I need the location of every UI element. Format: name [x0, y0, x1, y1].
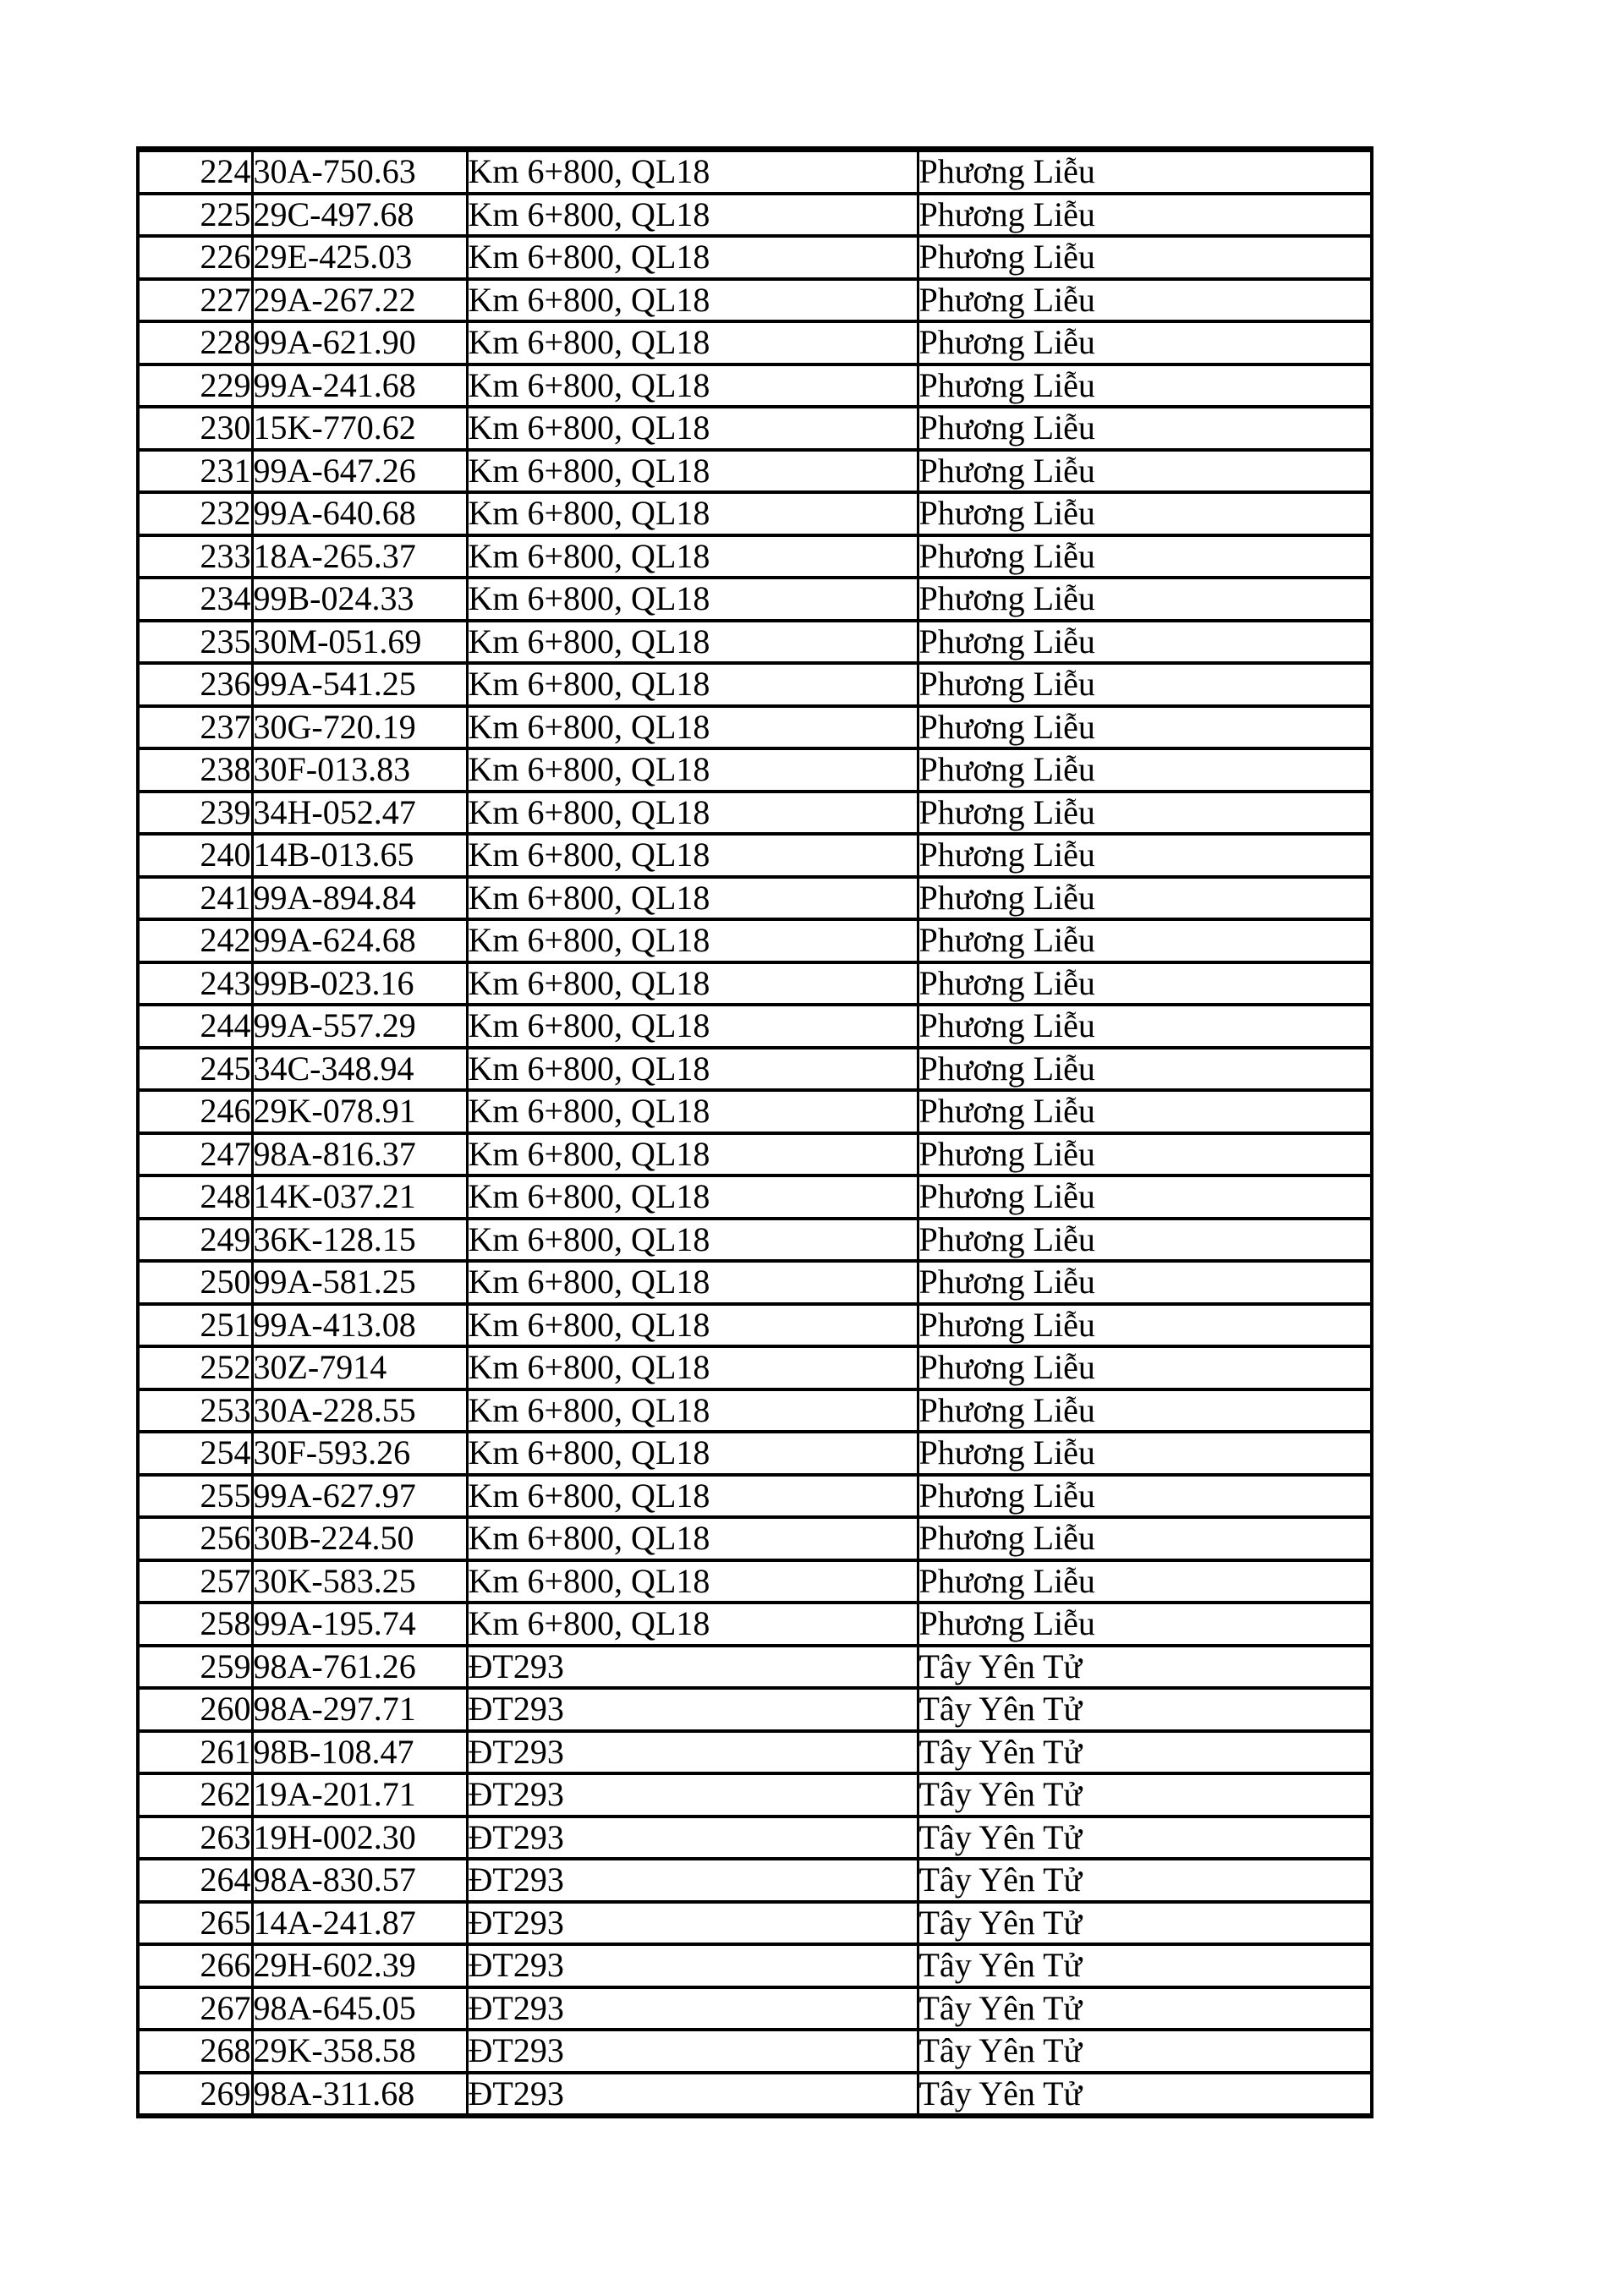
- plate-cell: 34C-348.94: [252, 1048, 467, 1091]
- plate-cell: 99A-557.29: [252, 1005, 467, 1048]
- station-cell: Tây Yên Tử: [918, 2030, 1372, 2073]
- location-cell: Km 6+800, QL18: [467, 877, 918, 920]
- plate-cell: 14A-241.87: [252, 1902, 467, 1945]
- table-row: [138, 1389, 1372, 1433]
- row-number-cell: 264: [138, 1859, 252, 1902]
- row-number-cell: 238: [138, 748, 252, 792]
- plate-cell: 30G-720.19: [252, 706, 467, 749]
- table-row: [138, 834, 1372, 877]
- table-row: [138, 877, 1372, 920]
- plate-cell: 98A-645.05: [252, 1987, 467, 2030]
- location-cell: Km 6+800, QL18: [467, 1090, 918, 1133]
- row-number-cell: 255: [138, 1475, 252, 1518]
- plate-cell: 99A-647.26: [252, 450, 467, 493]
- location-cell: Km 6+800, QL18: [467, 1560, 918, 1603]
- location-cell: Km 6+800, QL18: [467, 663, 918, 706]
- table-row: [138, 1731, 1372, 1774]
- location-cell: Km 6+800, QL18: [467, 364, 918, 408]
- plate-cell: 99A-541.25: [252, 663, 467, 706]
- table-row: [138, 2030, 1372, 2073]
- location-cell: Km 6+800, QL18: [467, 407, 918, 450]
- row-number-cell: 257: [138, 1560, 252, 1603]
- station-cell: Phương Liễu: [918, 236, 1372, 279]
- row-number-cell: 250: [138, 1261, 252, 1304]
- plate-cell: 30F-593.26: [252, 1432, 467, 1475]
- plate-cell: 98B-108.47: [252, 1731, 467, 1774]
- row-number-cell: 254: [138, 1432, 252, 1475]
- row-number-cell: 258: [138, 1603, 252, 1646]
- plate-cell: 98A-297.71: [252, 1688, 467, 1731]
- plate-cell: 29K-358.58: [252, 2030, 467, 2073]
- row-number-cell: 241: [138, 877, 252, 920]
- location-cell: Km 6+800, QL18: [467, 450, 918, 493]
- row-number-cell: 236: [138, 663, 252, 706]
- location-cell: Km 6+800, QL18: [467, 962, 918, 1006]
- plate-cell: 18A-265.37: [252, 535, 467, 578]
- plate-cell: 19A-201.71: [252, 1773, 467, 1817]
- row-number-cell: 233: [138, 535, 252, 578]
- station-cell: Phương Liễu: [918, 492, 1372, 535]
- location-cell: ĐT293: [467, 1987, 918, 2030]
- row-number-cell: 256: [138, 1517, 252, 1560]
- plate-cell: 30A-228.55: [252, 1389, 467, 1433]
- station-cell: Phương Liễu: [918, 663, 1372, 706]
- row-number-cell: 251: [138, 1304, 252, 1347]
- table-row: [138, 450, 1372, 493]
- station-cell: Tây Yên Tử: [918, 2073, 1372, 2117]
- table-row: [138, 792, 1372, 835]
- location-cell: ĐT293: [467, 2073, 918, 2117]
- plate-cell: 34H-052.47: [252, 792, 467, 835]
- station-cell: Phương Liễu: [918, 578, 1372, 621]
- station-cell: Tây Yên Tử: [918, 1859, 1372, 1902]
- table-row: [138, 1175, 1372, 1219]
- location-cell: ĐT293: [467, 1817, 918, 1860]
- table-row: [138, 1261, 1372, 1304]
- row-number-cell: 229: [138, 364, 252, 408]
- plate-cell: 29A-267.22: [252, 279, 467, 322]
- plate-cell: 29H-602.39: [252, 1944, 467, 1987]
- location-cell: Km 6+800, QL18: [467, 1432, 918, 1475]
- location-cell: ĐT293: [467, 2030, 918, 2073]
- station-cell: Phương Liễu: [918, 1560, 1372, 1603]
- row-number-cell: 227: [138, 279, 252, 322]
- row-number-cell: 253: [138, 1389, 252, 1433]
- table-row: [138, 1773, 1372, 1817]
- station-cell: Phương Liễu: [918, 1389, 1372, 1433]
- station-cell: Phương Liễu: [918, 150, 1372, 194]
- station-cell: Phương Liễu: [918, 1346, 1372, 1389]
- location-cell: Km 6+800, QL18: [467, 834, 918, 877]
- station-cell: Tây Yên Tử: [918, 1902, 1372, 1945]
- station-cell: Phương Liễu: [918, 962, 1372, 1006]
- station-cell: Phương Liễu: [918, 1432, 1372, 1475]
- plate-cell: 99A-640.68: [252, 492, 467, 535]
- location-cell: Km 6+800, QL18: [467, 919, 918, 962]
- table-row: [138, 1346, 1372, 1389]
- plate-cell: 30Z-7914: [252, 1346, 467, 1389]
- row-number-cell: 231: [138, 450, 252, 493]
- location-cell: ĐT293: [467, 1902, 918, 1945]
- plate-cell: 30K-583.25: [252, 1560, 467, 1603]
- table-row: [138, 1603, 1372, 1646]
- station-cell: Phương Liễu: [918, 834, 1372, 877]
- station-cell: Phương Liễu: [918, 1048, 1372, 1091]
- table-row: [138, 1090, 1372, 1133]
- plate-cell: 99A-627.97: [252, 1475, 467, 1518]
- plate-cell: 30F-013.83: [252, 748, 467, 792]
- location-cell: Km 6+800, QL18: [467, 1005, 918, 1048]
- table-row: [138, 1859, 1372, 1902]
- location-cell: Km 6+800, QL18: [467, 1603, 918, 1646]
- plate-cell: 29C-497.68: [252, 194, 467, 237]
- table-row: [138, 364, 1372, 408]
- plate-cell: 99B-024.33: [252, 578, 467, 621]
- station-cell: Phương Liễu: [918, 279, 1372, 322]
- plate-cell: 36K-128.15: [252, 1219, 467, 1262]
- plate-cell: 15K-770.62: [252, 407, 467, 450]
- station-cell: Phương Liễu: [918, 1005, 1372, 1048]
- row-number-cell: 234: [138, 578, 252, 621]
- row-number-cell: 248: [138, 1175, 252, 1219]
- station-cell: Phương Liễu: [918, 450, 1372, 493]
- location-cell: Km 6+800, QL18: [467, 1261, 918, 1304]
- location-cell: Km 6+800, QL18: [467, 1517, 918, 1560]
- location-cell: Km 6+800, QL18: [467, 1219, 918, 1262]
- station-cell: Phương Liễu: [918, 1219, 1372, 1262]
- station-cell: Tây Yên Tử: [918, 1817, 1372, 1860]
- table-row: [138, 236, 1372, 279]
- row-number-cell: 243: [138, 962, 252, 1006]
- row-number-cell: 266: [138, 1944, 252, 1987]
- plate-cell: 30M-051.69: [252, 621, 467, 664]
- table-row: [138, 1560, 1372, 1603]
- table-row: [138, 1432, 1372, 1475]
- row-number-cell: 265: [138, 1902, 252, 1945]
- station-cell: Tây Yên Tử: [918, 1688, 1372, 1731]
- location-cell: Km 6+800, QL18: [467, 1133, 918, 1176]
- station-cell: Phương Liễu: [918, 1517, 1372, 1560]
- row-number-cell: 252: [138, 1346, 252, 1389]
- plate-cell: 98A-761.26: [252, 1646, 467, 1689]
- station-cell: Phương Liễu: [918, 919, 1372, 962]
- station-cell: Phương Liễu: [918, 1603, 1372, 1646]
- station-cell: Tây Yên Tử: [918, 1987, 1372, 2030]
- plate-cell: 14B-013.65: [252, 834, 467, 877]
- row-number-cell: 246: [138, 1090, 252, 1133]
- plate-cell: 99A-195.74: [252, 1603, 467, 1646]
- table-row: [138, 1944, 1372, 1987]
- plate-cell: 99A-894.84: [252, 877, 467, 920]
- plate-cell: 29K-078.91: [252, 1090, 467, 1133]
- location-cell: Km 6+800, QL18: [467, 1304, 918, 1347]
- row-number-cell: 237: [138, 706, 252, 749]
- station-cell: Phương Liễu: [918, 748, 1372, 792]
- station-cell: Phương Liễu: [918, 407, 1372, 450]
- table-row: [138, 1987, 1372, 2030]
- row-number-cell: 262: [138, 1773, 252, 1817]
- location-cell: Km 6+800, QL18: [467, 194, 918, 237]
- table-row: [138, 492, 1372, 535]
- plate-cell: 14K-037.21: [252, 1175, 467, 1219]
- station-cell: Phương Liễu: [918, 1475, 1372, 1518]
- station-cell: Tây Yên Tử: [918, 1944, 1372, 1987]
- location-cell: ĐT293: [467, 1731, 918, 1774]
- location-cell: Km 6+800, QL18: [467, 279, 918, 322]
- plate-cell: 98A-311.68: [252, 2073, 467, 2117]
- plate-cell: 29E-425.03: [252, 236, 467, 279]
- plate-cell: 99A-624.68: [252, 919, 467, 962]
- row-number-cell: 267: [138, 1987, 252, 2030]
- station-cell: Phương Liễu: [918, 1261, 1372, 1304]
- plate-cell: 99A-413.08: [252, 1304, 467, 1347]
- station-cell: Phương Liễu: [918, 1304, 1372, 1347]
- location-cell: Km 6+800, QL18: [467, 792, 918, 835]
- table-row: [138, 279, 1372, 322]
- plate-cell: 99A-621.90: [252, 321, 467, 364]
- row-number-cell: 240: [138, 834, 252, 877]
- location-cell: ĐT293: [467, 1688, 918, 1731]
- row-number-cell: 247: [138, 1133, 252, 1176]
- plate-cell: 30A-750.63: [252, 150, 467, 194]
- location-cell: Km 6+800, QL18: [467, 1175, 918, 1219]
- table-row: [138, 621, 1372, 664]
- location-cell: Km 6+800, QL18: [467, 706, 918, 749]
- location-cell: Km 6+800, QL18: [467, 1048, 918, 1091]
- row-number-cell: 269: [138, 2073, 252, 2117]
- table-row: [138, 1005, 1372, 1048]
- table-row: [138, 706, 1372, 749]
- station-cell: Phương Liễu: [918, 321, 1372, 364]
- station-cell: Phương Liễu: [918, 621, 1372, 664]
- table-row: [138, 1902, 1372, 1945]
- row-number-cell: 261: [138, 1731, 252, 1774]
- station-cell: Phương Liễu: [918, 792, 1372, 835]
- station-cell: Tây Yên Tử: [918, 1773, 1372, 1817]
- plate-cell: 19H-002.30: [252, 1817, 467, 1860]
- location-cell: Km 6+800, QL18: [467, 1346, 918, 1389]
- location-cell: ĐT293: [467, 1859, 918, 1902]
- station-cell: Phương Liễu: [918, 1175, 1372, 1219]
- location-cell: Km 6+800, QL18: [467, 492, 918, 535]
- table-row: [138, 1133, 1372, 1176]
- row-number-cell: 244: [138, 1005, 252, 1048]
- row-number-cell: 239: [138, 792, 252, 835]
- table-row: [138, 1517, 1372, 1560]
- station-cell: Phương Liễu: [918, 706, 1372, 749]
- row-number-cell: 232: [138, 492, 252, 535]
- row-number-cell: 263: [138, 1817, 252, 1860]
- location-cell: Km 6+800, QL18: [467, 578, 918, 621]
- location-cell: ĐT293: [467, 1944, 918, 1987]
- row-number-cell: 249: [138, 1219, 252, 1262]
- location-cell: Km 6+800, QL18: [467, 535, 918, 578]
- plate-cell: 98A-816.37: [252, 1133, 467, 1176]
- table-row: [138, 1048, 1372, 1091]
- plate-cell: 99B-023.16: [252, 962, 467, 1006]
- row-number-cell: 226: [138, 236, 252, 279]
- plate-cell: 99A-241.68: [252, 364, 467, 408]
- table-row: [138, 919, 1372, 962]
- row-number-cell: 245: [138, 1048, 252, 1091]
- location-cell: Km 6+800, QL18: [467, 748, 918, 792]
- plate-cell: 98A-830.57: [252, 1859, 467, 1902]
- table-row: [138, 962, 1372, 1006]
- station-cell: Phương Liễu: [918, 1090, 1372, 1133]
- table-row: [138, 150, 1372, 194]
- location-cell: Km 6+800, QL18: [467, 1475, 918, 1518]
- table-row: [138, 1219, 1372, 1262]
- table-row: [138, 535, 1372, 578]
- table-row: [138, 663, 1372, 706]
- row-number-cell: 224: [138, 150, 252, 194]
- plate-cell: 30B-224.50: [252, 1517, 467, 1560]
- row-number-cell: 260: [138, 1688, 252, 1731]
- table-row: [138, 578, 1372, 621]
- location-cell: Km 6+800, QL18: [467, 1389, 918, 1433]
- row-number-cell: 259: [138, 1646, 252, 1689]
- station-cell: Phương Liễu: [918, 535, 1372, 578]
- location-cell: Km 6+800, QL18: [467, 621, 918, 664]
- location-cell: Km 6+800, QL18: [467, 321, 918, 364]
- row-number-cell: 230: [138, 407, 252, 450]
- table-row: [138, 321, 1372, 364]
- table-row: [138, 194, 1372, 237]
- station-cell: Phương Liễu: [918, 194, 1372, 237]
- station-cell: Phương Liễu: [918, 364, 1372, 408]
- row-number-cell: 228: [138, 321, 252, 364]
- station-cell: Phương Liễu: [918, 1133, 1372, 1176]
- table-row: [138, 1304, 1372, 1347]
- location-cell: ĐT293: [467, 1773, 918, 1817]
- station-cell: Tây Yên Tử: [918, 1646, 1372, 1689]
- table-body: [138, 150, 1372, 2117]
- table-row: [138, 1646, 1372, 1689]
- table-row: [138, 1475, 1372, 1518]
- plate-cell: 99A-581.25: [252, 1261, 467, 1304]
- row-number-cell: 235: [138, 621, 252, 664]
- location-cell: Km 6+800, QL18: [467, 150, 918, 194]
- location-cell: ĐT293: [467, 1646, 918, 1689]
- table-row: [138, 407, 1372, 450]
- station-cell: Phương Liễu: [918, 877, 1372, 920]
- table-row: [138, 2073, 1372, 2117]
- row-number-cell: 268: [138, 2030, 252, 2073]
- row-number-cell: 225: [138, 194, 252, 237]
- table-row: [138, 748, 1372, 792]
- table-row: [138, 1817, 1372, 1860]
- station-cell: Tây Yên Tử: [918, 1731, 1372, 1774]
- vehicle-checkpoint-table: [136, 146, 1374, 2118]
- row-number-cell: 242: [138, 919, 252, 962]
- table-row: [138, 1688, 1372, 1731]
- location-cell: Km 6+800, QL18: [467, 236, 918, 279]
